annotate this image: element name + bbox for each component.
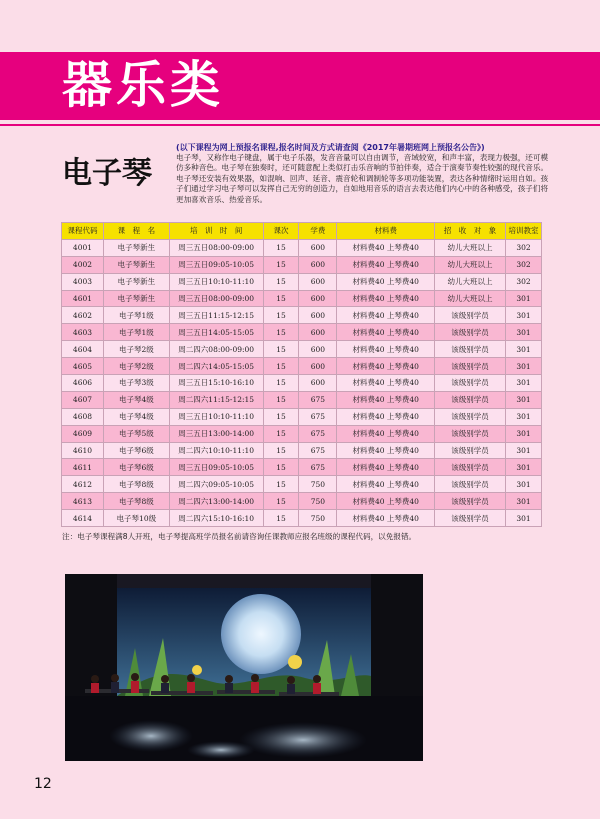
- table-cell: 15: [263, 324, 299, 341]
- table-row: [62, 324, 542, 341]
- table-cell: 周二四六11:15-12:15: [169, 391, 263, 408]
- table-row: [62, 493, 542, 510]
- table-cell: 15: [263, 290, 299, 307]
- table-cell: 600: [299, 290, 337, 307]
- table-cell: 4606: [62, 375, 104, 392]
- table-cell: 周三五日15:10-16:10: [169, 375, 263, 392]
- table-cell: 电子琴2级: [103, 341, 169, 358]
- table-cell: 301: [505, 493, 541, 510]
- table-cell: 该级别学员: [435, 307, 506, 324]
- table-cell: 301: [505, 408, 541, 425]
- table-cell: 电子琴8级: [103, 476, 169, 493]
- table-cell: 675: [299, 408, 337, 425]
- table-cell: 电子琴新生: [103, 256, 169, 273]
- table-row: [62, 290, 542, 307]
- table-cell: 周二四六14:05-15:05: [169, 358, 263, 375]
- table-row: [62, 341, 542, 358]
- table-cell: 该级别学员: [435, 358, 506, 375]
- table-cell: 周三五日08:00-09:00: [169, 290, 263, 307]
- table-cell: 15: [263, 239, 299, 256]
- table-cell: 周三五日09:05-10:05: [169, 256, 263, 273]
- table-cell: 675: [299, 425, 337, 442]
- table-cell: 电子琴新生: [103, 273, 169, 290]
- table-cell: 幼儿大班以上: [435, 290, 506, 307]
- table-cell: 周三五日09:05-10:05: [169, 459, 263, 476]
- table-cell: 电子琴1级: [103, 324, 169, 341]
- table-row: [62, 459, 542, 476]
- column-header: 培 训 时 间: [169, 223, 263, 240]
- table-cell: 15: [263, 358, 299, 375]
- table-cell: 4003: [62, 273, 104, 290]
- table-cell: 301: [505, 307, 541, 324]
- table-cell: 电子琴1级: [103, 307, 169, 324]
- table-row: [62, 239, 542, 256]
- column-header: 材料费: [337, 223, 435, 240]
- column-header: 招 收 对 象: [435, 223, 506, 240]
- table-cell: 302: [505, 273, 541, 290]
- table-cell: 电子琴6级: [103, 442, 169, 459]
- table-row: [62, 307, 542, 324]
- table-cell: 材料费40 上琴费40: [337, 442, 435, 459]
- table-cell: 301: [505, 375, 541, 392]
- table-cell: 4610: [62, 442, 104, 459]
- table-cell: 材料费40 上琴费40: [337, 476, 435, 493]
- registration-notice: (以下课程为网上预报名课程,报名时间及方式请查阅《2017年暑期班网上预报名公告》): [176, 143, 485, 152]
- table-cell: 675: [299, 442, 337, 459]
- table-cell: 301: [505, 341, 541, 358]
- table-cell: 301: [505, 459, 541, 476]
- table-cell: 15: [263, 256, 299, 273]
- table-cell: 该级别学员: [435, 476, 506, 493]
- table-cell: 材料费40 上琴费40: [337, 459, 435, 476]
- table-row: [62, 273, 542, 290]
- course-table: [61, 222, 542, 527]
- table-cell: 材料费40 上琴费40: [337, 324, 435, 341]
- table-row: [62, 425, 542, 442]
- column-header: 课 程 名: [103, 223, 169, 240]
- table-cell: 材料费40 上琴费40: [337, 307, 435, 324]
- table-cell: 材料费40 上琴费40: [337, 239, 435, 256]
- table-cell: 电子琴新生: [103, 290, 169, 307]
- table-cell: 电子琴4级: [103, 391, 169, 408]
- table-cell: 周二四六09:05-10:05: [169, 476, 263, 493]
- table-cell: 302: [505, 256, 541, 273]
- table-cell: 15: [263, 510, 299, 527]
- table-cell: 电子琴10级: [103, 510, 169, 527]
- table-cell: 302: [505, 239, 541, 256]
- table-cell: 15: [263, 408, 299, 425]
- table-cell: 301: [505, 425, 541, 442]
- table-cell: 600: [299, 375, 337, 392]
- table-row: [62, 408, 542, 425]
- table-cell: 材料费40 上琴费40: [337, 341, 435, 358]
- table-cell: 15: [263, 459, 299, 476]
- table-cell: 幼儿大班以上: [435, 256, 506, 273]
- table-cell: 该级别学员: [435, 493, 506, 510]
- table-cell: 4601: [62, 290, 104, 307]
- table-cell: 材料费40 上琴费40: [337, 358, 435, 375]
- table-cell: 电子琴6级: [103, 459, 169, 476]
- table-cell: 600: [299, 341, 337, 358]
- table-cell: 15: [263, 493, 299, 510]
- table-cell: 该级别学员: [435, 375, 506, 392]
- table-cell: 15: [263, 442, 299, 459]
- table-cell: 750: [299, 510, 337, 527]
- table-cell: 15: [263, 341, 299, 358]
- table-row: [62, 256, 542, 273]
- table-cell: 675: [299, 459, 337, 476]
- table-cell: 600: [299, 307, 337, 324]
- table-cell: 4002: [62, 256, 104, 273]
- table-cell: 周三五日14:05-15:05: [169, 324, 263, 341]
- table-cell: 675: [299, 391, 337, 408]
- table-cell: 周三五日10:10-11:10: [169, 408, 263, 425]
- table-cell: 电子琴5级: [103, 425, 169, 442]
- table-cell: 材料费40 上琴费40: [337, 256, 435, 273]
- table-cell: 4603: [62, 324, 104, 341]
- table-cell: 4612: [62, 476, 104, 493]
- table-cell: 4602: [62, 307, 104, 324]
- table-cell: 该级别学员: [435, 391, 506, 408]
- table-cell: 该级别学员: [435, 408, 506, 425]
- table-cell: 材料费40 上琴费40: [337, 273, 435, 290]
- table-cell: 4607: [62, 391, 104, 408]
- table-row: [62, 375, 542, 392]
- table-body: [62, 239, 542, 526]
- table-cell: 周二四六08:00-09:00: [169, 341, 263, 358]
- table-cell: 材料费40 上琴费40: [337, 425, 435, 442]
- table-cell: 材料费40 上琴费40: [337, 290, 435, 307]
- table-cell: 周三五日10:10-11:10: [169, 273, 263, 290]
- course-description: 电子琴，又称作电子键盘，属于电子乐器，发音音量可以自由调节，音域较宽，和声丰富，表现力极强，还可模仿多种音色。电子琴在独奏时，还可随意配上类似打击乐音响的节拍伴奏，适合于演奏节奏性较强的现代音乐。电子琴还安装有效果器，如混响、回声、延音、震音轮和调制轮等多项功能装置，表达各种情绪时运用自如。孩子们通过学习电子琴可以发挥自己无穷的创造力，自如地用音乐的语言去表达他们内心中的各种感受，孩子们将更加喜欢音乐、热爱音乐。: [176, 153, 549, 204]
- table-row: [62, 510, 542, 527]
- table-header-row: [62, 223, 542, 240]
- table-cell: 该级别学员: [435, 459, 506, 476]
- table-cell: 15: [263, 307, 299, 324]
- table-cell: 材料费40 上琴费40: [337, 375, 435, 392]
- performance-photo: [65, 574, 423, 761]
- table-cell: 电子琴新生: [103, 239, 169, 256]
- table-cell: 周二四六13:00-14:00: [169, 493, 263, 510]
- table-row: [62, 476, 542, 493]
- table-cell: 4001: [62, 239, 104, 256]
- table-cell: 电子琴2级: [103, 358, 169, 375]
- table-cell: 周二四六15:10-16:10: [169, 510, 263, 527]
- table-row: [62, 391, 542, 408]
- table-cell: 周三五日13:00-14:00: [169, 425, 263, 442]
- table-cell: 4608: [62, 408, 104, 425]
- table-row: [62, 442, 542, 459]
- column-header: 课程代码: [62, 223, 104, 240]
- column-header: 课次: [263, 223, 299, 240]
- table-cell: 15: [263, 425, 299, 442]
- page-title: 器乐类: [62, 56, 224, 114]
- table-cell: 4605: [62, 358, 104, 375]
- table-cell: 该级别学员: [435, 510, 506, 527]
- table-cell: 材料费40 上琴费40: [337, 408, 435, 425]
- table-row: [62, 358, 542, 375]
- table-cell: 750: [299, 476, 337, 493]
- column-header: 学费: [299, 223, 337, 240]
- table-header: [62, 223, 542, 240]
- table-cell: 600: [299, 358, 337, 375]
- table-cell: 材料费40 上琴费40: [337, 493, 435, 510]
- table-cell: 301: [505, 442, 541, 459]
- column-header: 培训教室: [505, 223, 541, 240]
- table-cell: 材料费40 上琴费40: [337, 510, 435, 527]
- table-cell: 301: [505, 290, 541, 307]
- table-cell: 301: [505, 358, 541, 375]
- table-cell: 600: [299, 239, 337, 256]
- table-cell: 301: [505, 324, 541, 341]
- table-cell: 幼儿大班以上: [435, 273, 506, 290]
- table-cell: 幼儿大班以上: [435, 239, 506, 256]
- table-cell: 15: [263, 273, 299, 290]
- footnote: 注：电子琴课程满8人开班，电子琴提高班学员报名前请咨询任课教师应报名班级的课程代码，以免报错。: [62, 532, 417, 541]
- table-cell: 电子琴4级: [103, 408, 169, 425]
- table-cell: 该级别学员: [435, 442, 506, 459]
- table-cell: 周二四六10:10-11:10: [169, 442, 263, 459]
- page-number: 12: [34, 776, 52, 792]
- header-divider: [0, 124, 600, 126]
- table-cell: 15: [263, 476, 299, 493]
- table-cell: 600: [299, 324, 337, 341]
- table-cell: 15: [263, 391, 299, 408]
- table-cell: 周三五日08:00-09:00: [169, 239, 263, 256]
- table-cell: 301: [505, 510, 541, 527]
- table-cell: 4614: [62, 510, 104, 527]
- table-cell: 材料费40 上琴费40: [337, 391, 435, 408]
- table-cell: 4609: [62, 425, 104, 442]
- table-cell: 600: [299, 273, 337, 290]
- table-cell: 4604: [62, 341, 104, 358]
- table-cell: 600: [299, 256, 337, 273]
- table-cell: 该级别学员: [435, 425, 506, 442]
- table-cell: 电子琴3级: [103, 375, 169, 392]
- table-cell: 该级别学员: [435, 324, 506, 341]
- table-cell: 15: [263, 375, 299, 392]
- subject-title: 电子琴: [62, 156, 152, 191]
- table-cell: 4611: [62, 459, 104, 476]
- table-cell: 4613: [62, 493, 104, 510]
- table-cell: 该级别学员: [435, 341, 506, 358]
- table-cell: 301: [505, 391, 541, 408]
- table-cell: 301: [505, 476, 541, 493]
- table-cell: 750: [299, 493, 337, 510]
- table-cell: 周三五日11:15-12:15: [169, 307, 263, 324]
- table-cell: 电子琴8级: [103, 493, 169, 510]
